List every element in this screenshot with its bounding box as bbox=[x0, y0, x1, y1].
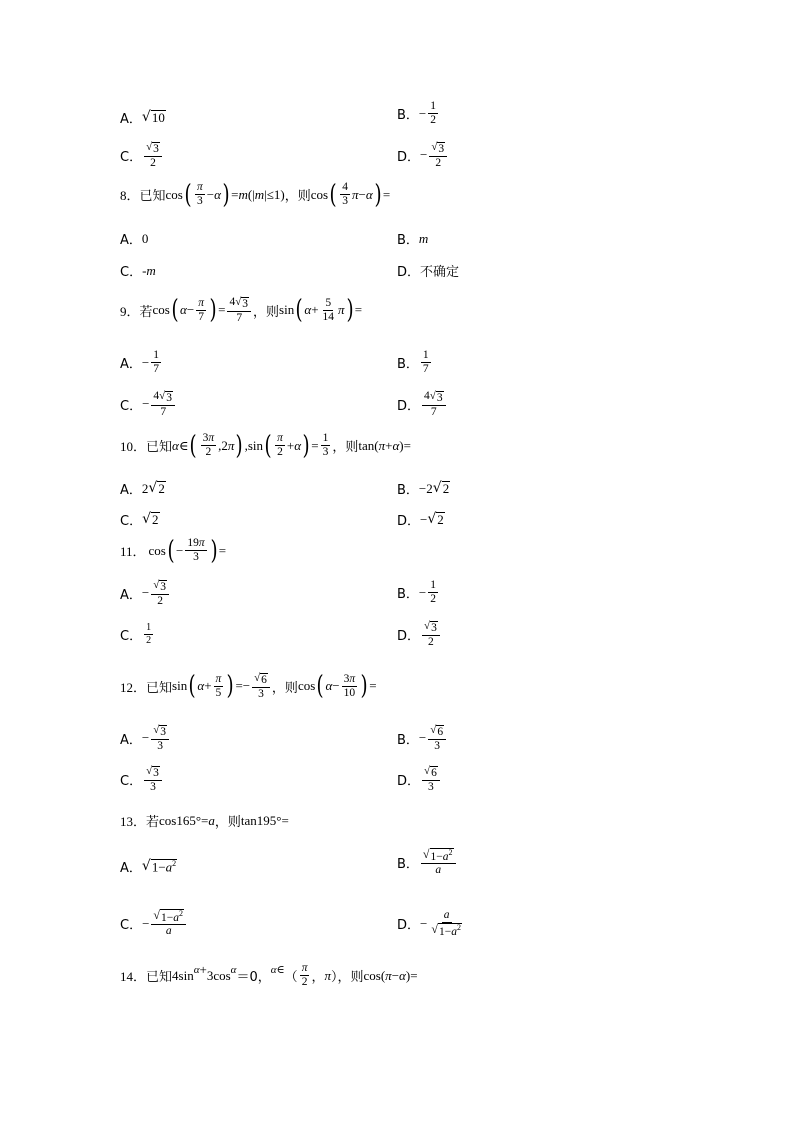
q7-option-b: B． − $\frac{1}{2}$ bbox=[397, 100, 437, 127]
q10-stem: 10． 已知 α ∈ ( $\frac{3\pi}{2}$ ,2 π ) ,sin ( $\frac{\pi}{2}$ + α ) = $\frac{1}{3}$ ，则 tan( π + α )= bbox=[120, 430, 411, 461]
q13-option-b: B． √ $1-a^2$ a bbox=[397, 848, 458, 878]
q9-option-b: B． $\frac{1}{7}$ bbox=[397, 349, 429, 376]
q8-option-a: A． 0 bbox=[120, 230, 149, 248]
q9-option-a: A． − $\frac{1}{7}$ bbox=[120, 349, 159, 376]
q7-option-d: D． − √ 3 2 bbox=[397, 141, 449, 170]
q12-option-d: D． √ 6 3 bbox=[397, 765, 442, 794]
q12-option-a: A． − √ 3 3 bbox=[120, 724, 171, 753]
q11-option-c: C． $\frac{1}{2}$ bbox=[120, 622, 152, 646]
q8-stem: 8． 已知 cos ( $\frac{\pi}{3}$ − α ) = m (| m |≤1) ，则 cos ( $\frac{4}{3}$ π − α ) = bbox=[120, 179, 391, 210]
q8-option-c: C． - m bbox=[120, 262, 156, 280]
q11-option-b: B． − $\frac{1}{2}$ bbox=[397, 579, 437, 606]
q12-option-c: C． √ 3 3 bbox=[120, 765, 164, 794]
q12-stem: 12． 已知 sin ( α + $\frac{\pi}{5}$ ) =− √ 6 3 ，则 cos ( α − $\frac{3\pi}{10}$ ) = bbox=[120, 671, 377, 702]
q10-option-a: A． 2 √ 2 bbox=[120, 479, 165, 498]
q10-option-b: B． −2 √ 2 bbox=[397, 479, 450, 498]
q8-option-b: B． m bbox=[397, 230, 429, 248]
q8-option-d: D． 不确定 bbox=[397, 265, 460, 280]
q13-stem: 13． 若 cos165°= a ，则 tan195°= bbox=[120, 812, 289, 830]
q9-stem: 9． 若 cos ( α − $\frac{\pi}{7}$ ) = 4 √ 3 7 ，则 sin ( α + $\frac{5}{14}$ π ) = bbox=[120, 295, 363, 326]
q12-option-b: B． − √ 6 3 bbox=[397, 724, 448, 753]
q11-option-d: D． √ 3 2 bbox=[397, 620, 442, 649]
q7-option-a: A． √ 10 bbox=[120, 108, 165, 127]
q10-option-c: C． √ 2 bbox=[120, 510, 159, 529]
q9-option-c: C． − 4 √ 3 7 bbox=[120, 390, 177, 419]
q11-option-a: A． − √ 3 2 bbox=[120, 579, 171, 608]
q11-stem: 11． cos ( − $\frac{19\pi}{3}$ ) = bbox=[120, 535, 227, 566]
q9-option-d: D． 4 √ 3 7 bbox=[397, 390, 448, 419]
q10-option-d: D． − √ 2 bbox=[397, 510, 444, 529]
q13-option-d: D． − a √ $1-a^2$ bbox=[397, 909, 461, 939]
q13-option-a: A． √ $1-a^2$ bbox=[120, 857, 177, 876]
q13-option-c: C． − √ $1-a^2$ a bbox=[120, 909, 188, 939]
q14-stem: 14． 已知 4sin α + 3cos α ＝0， α ∈ （ $\frac{\pi}{2}$ ， π ），则 cos( π − α )= bbox=[120, 961, 418, 989]
q7-option-c: C． √ 3 2 bbox=[120, 141, 164, 170]
